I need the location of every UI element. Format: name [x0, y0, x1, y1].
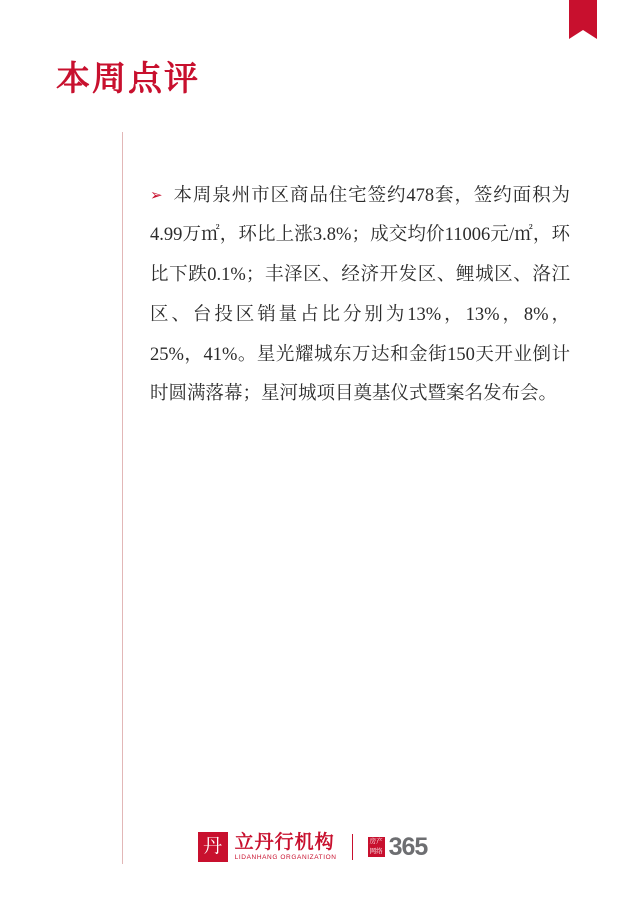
paragraph-text: 本周泉州市区商品住宅签约478套，签约面积为4.99万㎡，环比上涨3.8%；成交均价11006元/㎡，环比下跌0.1%；丰泽区、经济开发区、鲤城区、洛江区、台投区销量占比分别为13%，13%，8%，25%，41%。星光耀城东万达和金街150天开业倒计时圆满落幕；星河城项目奠基仪式暨案名发布会。 — [150, 185, 570, 405]
footer — [0, 832, 625, 862]
partner-badge-line2: 网络 — [368, 847, 385, 857]
partner-badge-line1: 房产 — [368, 837, 385, 847]
logo-name-en: LIDANHANG ORGANIZATION — [234, 853, 337, 861]
page-title: 本周点评 — [56, 61, 200, 98]
logo-mark-icon: 丹 — [198, 832, 228, 862]
partner-number: 365 — [388, 832, 428, 861]
bullet-paragraph — [150, 177, 570, 416]
logo-text-group — [235, 833, 337, 862]
partner-badge — [368, 837, 385, 857]
vertical-divider — [122, 132, 123, 864]
brand-logo — [198, 832, 428, 862]
logo-name-cn: 立丹行机构 — [234, 831, 335, 853]
logo-separator — [352, 834, 353, 860]
content-block — [150, 158, 570, 434]
corner-tab-decoration — [569, 0, 597, 30]
partner-logo — [368, 833, 428, 862]
arrow-bullet-icon: ➢ — [150, 187, 163, 204]
